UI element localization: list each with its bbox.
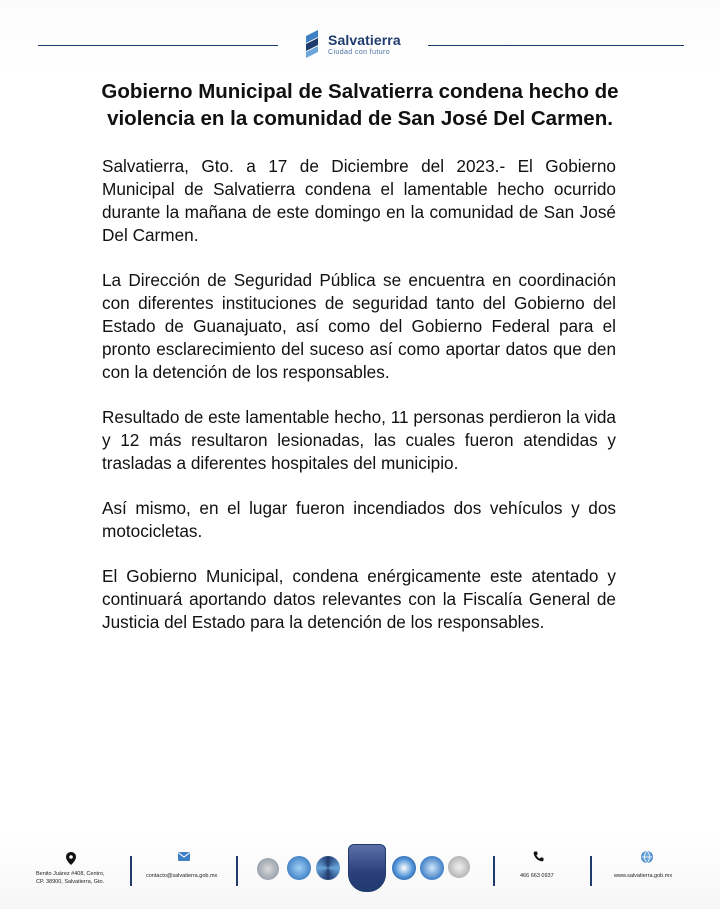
program-badge-icon xyxy=(287,856,311,880)
paragraph: Resultado de este lamentable hecho, 11 personas perdieron la vida y 12 más resultaron lesionadas, las cuales fueron atendidas y trasladas a diferentes hospitales del municipio. xyxy=(102,407,616,473)
salvatierra-logo-mark-icon xyxy=(300,27,324,61)
logo-name: Salvatierra xyxy=(328,31,401,48)
address-line-1: Benito Juárez #408, Centro, xyxy=(36,871,105,877)
paragraph: La Dirección de Seguridad Pública se encuentra en coordinación con diferentes instituciones de seguridad tanto del Gobierno del Estado de Guanajuato, así como del Gobierno Federal para el pronto esclarecimiento del suceso así como aportar datos que den con la detención de los responsables. xyxy=(102,270,616,382)
paragraph: Así mismo, en el lugar fueron incendiados dos vehículos y dos motocicletas. xyxy=(102,498,616,541)
paragraph: Salvatierra, Gto. a 17 de Diciembre del 2023.- El Gobierno Municipal de Salvatierra condena el lamentable hecho ocurrido durante la mañana de este domingo en la comunidad de San José Del Carmen. xyxy=(102,156,616,245)
logo-tagline: Ciudad con futuro xyxy=(328,48,391,56)
footer-separator xyxy=(590,856,592,886)
header-rule-left xyxy=(38,45,278,46)
location-pin-icon xyxy=(66,852,76,865)
footer-address xyxy=(36,870,116,886)
program-badge-icon xyxy=(392,856,416,880)
footer-email[interactable]: contacto@salvatierra.gob.mx xyxy=(146,873,218,879)
footer-separator xyxy=(130,856,132,886)
program-badge-icon xyxy=(316,856,340,880)
salvatierra-logo xyxy=(300,24,410,64)
document-title: Gobierno Municipal de Salvatierra condena hecho de violencia en la comunidad de San José Del Carmen. xyxy=(101,80,619,130)
web-icon xyxy=(641,851,653,863)
footer-phone[interactable]: 466 663 0937 xyxy=(520,873,554,879)
mail-icon xyxy=(178,852,190,861)
footer-separator xyxy=(236,856,238,886)
header-rule-right xyxy=(428,45,684,46)
municipal-coat-of-arms-icon xyxy=(348,844,386,892)
document-body xyxy=(102,155,616,656)
address-line-2: CP. 38900, Salvatierra, Gto. xyxy=(36,879,105,885)
program-badge-icon xyxy=(420,856,444,880)
footer xyxy=(0,838,720,898)
phone-icon xyxy=(533,851,544,862)
program-badge-icon xyxy=(257,858,279,880)
footer-website[interactable]: www.salvatierra.gob.mx xyxy=(614,873,673,879)
program-badge-icon xyxy=(448,856,470,878)
footer-separator xyxy=(493,856,495,886)
paragraph: El Gobierno Municipal, condena enérgicamente este atentado y continuará aportando datos relevantes con la Fiscalía General de Justicia del Estado para la detención de los responsables. xyxy=(102,566,616,632)
